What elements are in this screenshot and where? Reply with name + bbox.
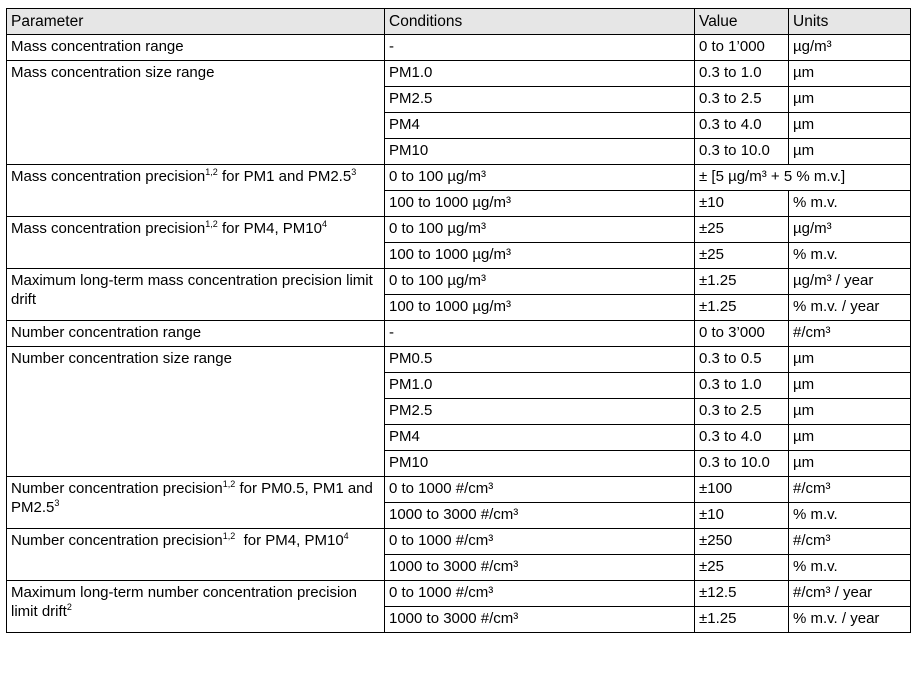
value-cell: ±100 bbox=[695, 477, 789, 503]
conditions-cell: PM1.0 bbox=[385, 373, 695, 399]
value-cell: 0.3 to 2.5 bbox=[695, 87, 789, 113]
header-conditions: Conditions bbox=[385, 9, 695, 35]
units-cell: % m.v. bbox=[789, 191, 911, 217]
value-cell: 0.3 to 10.0 bbox=[695, 451, 789, 477]
parameter-cell bbox=[7, 217, 385, 269]
conditions-cell: - bbox=[385, 35, 695, 61]
table-row bbox=[7, 347, 911, 373]
parameter-text: Mass concentration precision bbox=[11, 168, 206, 185]
value-cell: 0.3 to 1.0 bbox=[695, 61, 789, 87]
conditions-cell: 0 to 1000 #/cm³ bbox=[385, 581, 695, 607]
units-cell: µm bbox=[789, 425, 911, 451]
footnote-ref: 3 bbox=[54, 498, 60, 508]
conditions-cell: 0 to 1000 #/cm³ bbox=[385, 477, 695, 503]
table-row bbox=[7, 35, 911, 61]
units-cell: µm bbox=[789, 347, 911, 373]
conditions-cell: PM0.5 bbox=[385, 347, 695, 373]
units-cell: µm bbox=[789, 87, 911, 113]
conditions-cell: 1000 to 3000 #/cm³ bbox=[385, 607, 695, 633]
value-cell: 0.3 to 0.5 bbox=[695, 347, 789, 373]
value-cell: 0 to 3’000 bbox=[695, 321, 789, 347]
value-cell: ±25 bbox=[695, 243, 789, 269]
parameter-cell bbox=[7, 529, 385, 581]
parameter-cell bbox=[7, 165, 385, 217]
units-cell: #/cm³ bbox=[789, 529, 911, 555]
table-row bbox=[7, 61, 911, 87]
conditions-cell: 100 to 1000 µg/m³ bbox=[385, 243, 695, 269]
table-row bbox=[7, 477, 911, 503]
value-cell: 0.3 to 4.0 bbox=[695, 113, 789, 139]
conditions-cell: 1000 to 3000 #/cm³ bbox=[385, 555, 695, 581]
value-cell: 0.3 to 2.5 bbox=[695, 399, 789, 425]
value-cell: 0.3 to 1.0 bbox=[695, 373, 789, 399]
value-cell: ±1.25 bbox=[695, 607, 789, 633]
value-cell: ±10 bbox=[695, 191, 789, 217]
parameter-text: for PM1 and PM2.5 bbox=[217, 168, 352, 185]
conditions-cell: 0 to 100 µg/m³ bbox=[385, 165, 695, 191]
parameter-cell: Number concentration size range bbox=[7, 347, 385, 477]
conditions-cell: PM10 bbox=[385, 139, 695, 165]
conditions-cell: PM10 bbox=[385, 451, 695, 477]
units-cell: µm bbox=[789, 113, 911, 139]
conditions-cell: PM4 bbox=[385, 425, 695, 451]
units-cell: #/cm³ bbox=[789, 321, 911, 347]
parameter-text: Maximum long-term number concentration precision limit drift bbox=[11, 584, 357, 620]
units-cell: µm bbox=[789, 61, 911, 87]
units-cell: % m.v. / year bbox=[789, 607, 911, 633]
footnote-ref: 1,2 bbox=[222, 531, 236, 541]
header-parameter: Parameter bbox=[7, 9, 385, 35]
parameter-cell: Maximum long-term mass concentration precision limit drift bbox=[7, 269, 385, 321]
parameter-text: Mass concentration precision bbox=[11, 220, 206, 237]
units-cell: µm bbox=[789, 373, 911, 399]
header-value: Value bbox=[695, 9, 789, 35]
value-cell: ±25 bbox=[695, 217, 789, 243]
conditions-cell: 0 to 100 µg/m³ bbox=[385, 269, 695, 295]
conditions-cell: 0 to 100 µg/m³ bbox=[385, 217, 695, 243]
footnote-ref: 1,2 bbox=[205, 167, 218, 177]
parameter-text: Number concentration precision bbox=[11, 480, 223, 497]
units-cell: % m.v. bbox=[789, 555, 911, 581]
value-cell: ± [5 µg/m³ + 5 % m.v.] bbox=[695, 165, 911, 191]
value-cell: 0.3 to 10.0 bbox=[695, 139, 789, 165]
units-cell: µm bbox=[789, 399, 911, 425]
conditions-cell: 1000 to 3000 #/cm³ bbox=[385, 503, 695, 529]
table-row bbox=[7, 529, 911, 555]
conditions-cell: PM1.0 bbox=[385, 61, 695, 87]
spec-table-container bbox=[6, 8, 911, 633]
table-row bbox=[7, 321, 911, 347]
value-cell: ±1.25 bbox=[695, 295, 789, 321]
footnote-ref: 1,2 bbox=[222, 479, 236, 489]
parameter-text: for PM4, PM10 bbox=[217, 220, 322, 237]
parameter-cell: Mass concentration range bbox=[7, 35, 385, 61]
value-cell: ±10 bbox=[695, 503, 789, 529]
conditions-cell: - bbox=[385, 321, 695, 347]
specification-table bbox=[6, 8, 911, 633]
conditions-cell: 100 to 1000 µg/m³ bbox=[385, 295, 695, 321]
value-cell: ±12.5 bbox=[695, 581, 789, 607]
units-cell: #/cm³ bbox=[789, 477, 911, 503]
parameter-cell bbox=[7, 581, 385, 633]
value-cell: 0 to 1’000 bbox=[695, 35, 789, 61]
value-cell: ±250 bbox=[695, 529, 789, 555]
footnote-ref: 3 bbox=[351, 167, 357, 177]
conditions-cell: PM4 bbox=[385, 113, 695, 139]
footnote-ref: 1,2 bbox=[205, 219, 218, 229]
table-row bbox=[7, 217, 911, 243]
table-row bbox=[7, 165, 911, 191]
parameter-cell: Mass concentration size range bbox=[7, 61, 385, 165]
parameter-text: for PM4, PM10 bbox=[235, 532, 344, 549]
table-row bbox=[7, 269, 911, 295]
conditions-cell: PM2.5 bbox=[385, 87, 695, 113]
parameter-text: for PM0.5, PM1 and PM2.5 bbox=[11, 480, 373, 516]
value-cell: 0.3 to 4.0 bbox=[695, 425, 789, 451]
footnote-ref: 2 bbox=[66, 602, 72, 612]
header-row bbox=[7, 9, 911, 35]
table-row bbox=[7, 581, 911, 607]
units-cell: µm bbox=[789, 139, 911, 165]
units-cell: % m.v. bbox=[789, 243, 911, 269]
units-cell: #/cm³ / year bbox=[789, 581, 911, 607]
units-cell: % m.v. bbox=[789, 503, 911, 529]
footnote-ref: 4 bbox=[321, 219, 327, 229]
header-units: Units bbox=[789, 9, 911, 35]
footnote-ref: 4 bbox=[343, 531, 349, 541]
value-cell: ±1.25 bbox=[695, 269, 789, 295]
units-cell: µg/m³ bbox=[789, 217, 911, 243]
conditions-cell: PM2.5 bbox=[385, 399, 695, 425]
units-cell: µm bbox=[789, 451, 911, 477]
value-cell: ±25 bbox=[695, 555, 789, 581]
parameter-cell bbox=[7, 477, 385, 529]
parameter-cell: Number concentration range bbox=[7, 321, 385, 347]
units-cell: µg/m³ / year bbox=[789, 269, 911, 295]
units-cell: % m.v. / year bbox=[789, 295, 911, 321]
conditions-cell: 0 to 1000 #/cm³ bbox=[385, 529, 695, 555]
conditions-cell: 100 to 1000 µg/m³ bbox=[385, 191, 695, 217]
units-cell: µg/m³ bbox=[789, 35, 911, 61]
parameter-text: Number concentration precision bbox=[11, 532, 223, 549]
